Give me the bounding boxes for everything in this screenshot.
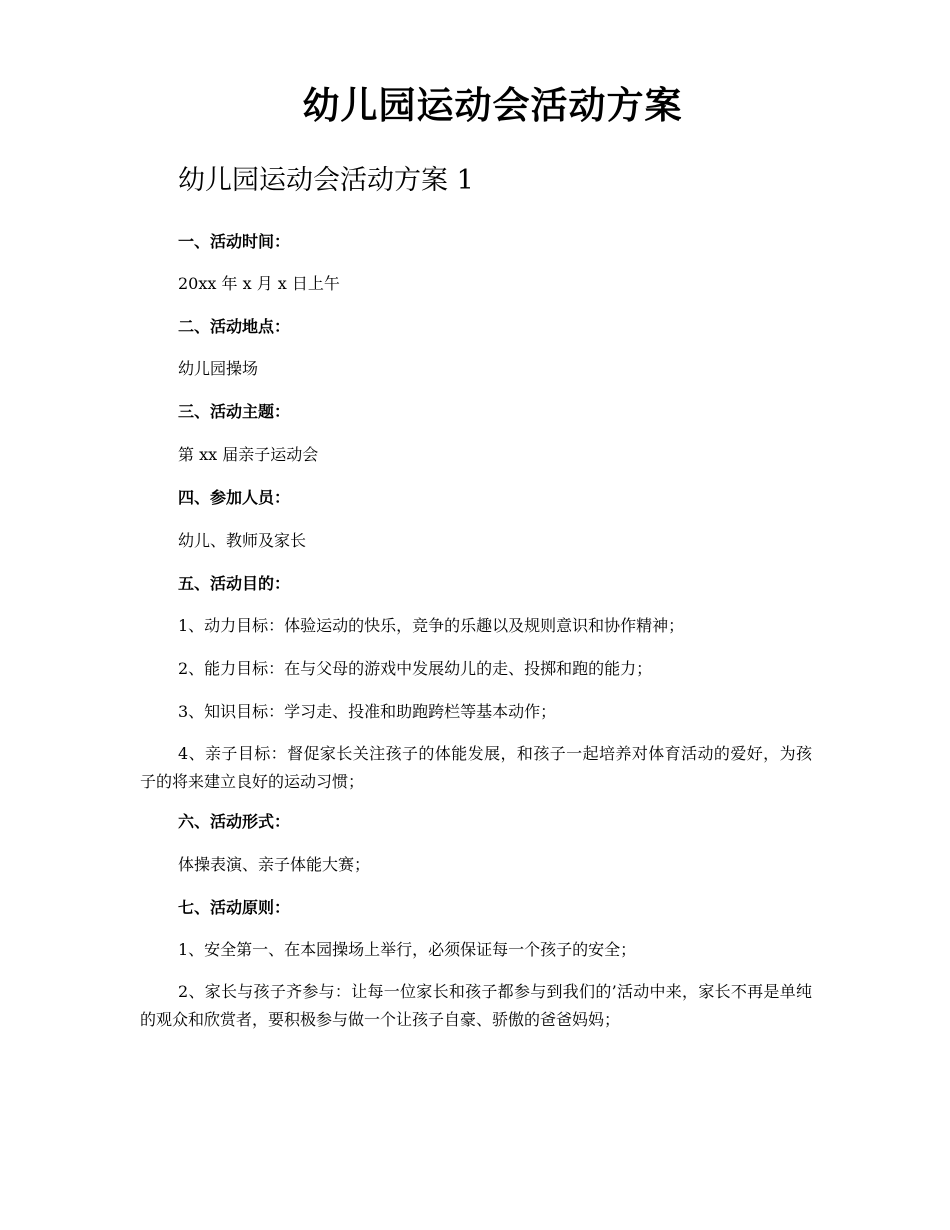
theme-value: 第 xx 届亲子运动会 bbox=[178, 445, 319, 464]
participants-value: 幼儿、教师及家长 bbox=[178, 531, 307, 550]
participants-heading: 四、参加人员： bbox=[178, 488, 291, 507]
form-heading: 六、活动形式： bbox=[178, 812, 291, 831]
document-title: 幼儿园运动会活动方案 bbox=[302, 83, 683, 127]
goals-heading: 五、活动目的： bbox=[178, 574, 291, 593]
goal-item: 2、能力目标：在与父母的游戏中发展幼儿的走、投掷和跑的能力； bbox=[178, 659, 653, 678]
form-value: 体操表演、亲子体能大赛； bbox=[178, 855, 371, 874]
place-heading: 二、活动地点： bbox=[178, 317, 291, 336]
principle-item: 1、安全第一、在本园操场上举行，必须保证每一个孩子的安全； bbox=[178, 940, 637, 959]
section-title: 幼儿园运动会活动方案 1 bbox=[178, 165, 474, 196]
time-heading: 一、活动时间： bbox=[178, 232, 291, 251]
place-value: 幼儿园操场 bbox=[178, 359, 259, 378]
theme-heading: 三、活动主题： bbox=[178, 402, 291, 421]
goal-item: 1、动力目标：体验运动的快乐，竞争的乐趣以及规则意识和协作精神； bbox=[178, 616, 685, 635]
principle-item: 2、家长与孩子齐参与：让每一位家长和孩子都参与到我们的’活动中来，家长不再是单纯的观众和欣赏者，要积极参与做一个让孩子自豪、骄傲的爸爸妈妈； bbox=[140, 982, 812, 1029]
time-value: 20xx 年 x 月 x 日上午 bbox=[178, 274, 340, 293]
principles-heading: 七、活动原则： bbox=[178, 898, 291, 917]
goal-item: 3、知识目标：学习走、投准和助跑跨栏等基本动作； bbox=[178, 702, 557, 721]
goal-item: 4、亲子目标：督促家长关注孩子的体能发展，和孩子一起培养对体育活动的爱好，为孩子的将来建立良好的运动习惯； bbox=[140, 744, 812, 791]
